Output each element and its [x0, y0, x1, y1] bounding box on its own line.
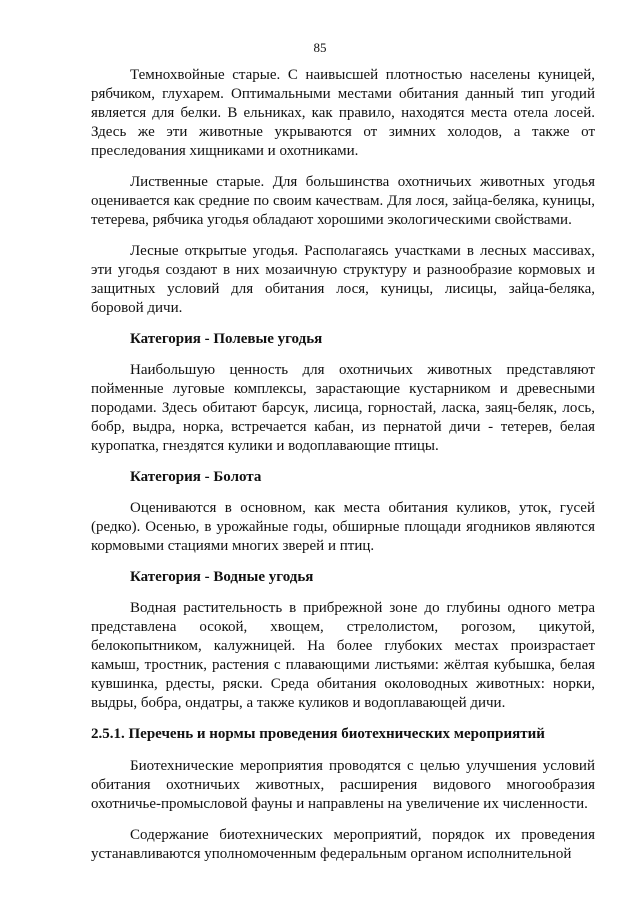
- section-heading-biotechnical-measures: 2.5.1. Перечень и нормы проведения биотехнических мероприятий: [91, 726, 545, 742]
- heading-swamps: Категория - Болота: [130, 469, 262, 485]
- page-number: 85: [313, 40, 327, 55]
- paragraph-biotechnical-purpose: Биотехнические мероприятия проводятся с целью улучшения условий обитания охотничьих животных, расширения видового многообразия охотничье-промысловой фауны и направлены на увеличение их численности.: [91, 758, 595, 812]
- paragraph-dark-coniferous-forests: Темнохвойные старые. С наивысшей плотностью населены куницей, рябчиком, глухарем. Оптимальными местами обитания данный тип угодий является для белки. В ельниках, как правило, находятся места отела лосей. Здесь же эти животные укрываются от зимних холодов, а также от преследования хищниками и охотниками.: [91, 67, 595, 159]
- page-body: [91, 66, 595, 876]
- paragraph-swamps: Оцениваются в основном, как места обитания куликов, уток, гусей (редко). Осенью, в урожайные годы, обширные площади ягодников являются кормовыми стациями многих зверей и птиц.: [91, 500, 595, 554]
- heading-field-lands: Категория - Полевые угодья: [130, 331, 323, 347]
- paragraph-water-lands: Водная растительность в прибрежной зоне до глубины одного метра представлена осокой, хвощем, стрелолистом, рогозом, цикутой, белокопытником, калужницей. На более глубоких местах произрастает камыш, тростник, растения с плавающими листьями: жёлтая кубышка, белая кувшинка, рдесты, ряски. Среда обитания околоводных животных: норки, выдры, бобра, ондатры, а также куликов и водоплавающей дичи.: [91, 600, 595, 711]
- paragraph-biotechnical-content: Содержание биотехнических мероприятий, порядок их проведения устанавливаются уполномоченным федеральным органом исполнительной: [91, 827, 595, 862]
- paragraph-open-forest-lands: Лесные открытые угодья. Располагаясь участками в лесных массивах, эти угодья создают в них мозаичную структуру и разнообразие кормовых и защитных условий для обитания лося, куницы, лисицы, зайца-беляка, боровой дичи.: [91, 243, 595, 316]
- paragraph-field-lands: Наибольшую ценность для охотничьих животных представляют пойменные луговые комплексы, зарастающие кустарником и древесными породами. Здесь обитают барсук, лисица, горностай, ласка, заяц-беляк, лось, бобр, выдра, норка, встречается кабан, из пернатой дичи - тетерев, белая куропатка, гнездятся кулики и водоплавающие птицы.: [91, 362, 595, 454]
- heading-water-lands: Категория - Водные угодья: [130, 569, 314, 585]
- paragraph-deciduous-forests: Лиственные старые. Для большинства охотничьих животных угодья оценивается как средние по своим качествам. Для лося, зайца-беляка, куницы, тетерева, рябчика угодья обладают хорошими экологическими свойствами.: [91, 174, 595, 228]
